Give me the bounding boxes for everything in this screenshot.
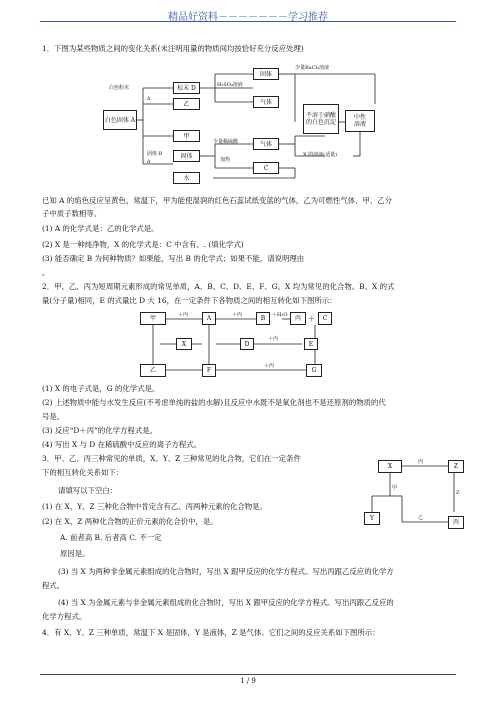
q3-z-label: Z: [456, 490, 460, 496]
q1-sub3: (3) 能否确定 B 为何种物质？如果能，写出 B 的化学式；如果不能，请说明理由: [42, 254, 305, 263]
q3-y-box: Y: [364, 512, 380, 525]
water-box: 水: [173, 172, 200, 184]
q3-x-box: X: [378, 460, 402, 473]
solid-box: 固体: [253, 68, 279, 80]
q2-sub4: (4) 写出 X 与 D 在稀硫酸中反应的离子方程式。: [42, 440, 202, 449]
q3-bing-label: 丙: [418, 459, 424, 465]
q2-stem-line2: 量(分子量)相同，E 的式量比 D 大 16，在一定条件下各物质之间的相互转化如下图所示：: [42, 296, 337, 305]
q2-sub2-line1: (2) 上述物质中能与水发生反应(不考虑单纯的盐的水解)且反应中水既不是氧化剂也不是还原剂的物质的代: [42, 398, 386, 407]
x-solution-label: X 的溶液(适量): [303, 152, 338, 158]
q3-sub4-line2: 化学方程式。: [42, 612, 87, 621]
q1-info-line1: 已知 A 的焰色反应呈黄色，常温下，甲为能使湿润的红色石蕊试纸变蓝的气体，乙为可燃性气体，甲、乙分: [42, 196, 393, 205]
q2-x-box: X: [176, 338, 192, 350]
q2-c-box: C: [318, 312, 332, 325]
q2-diagram: [140, 312, 360, 378]
header-rule: [40, 21, 456, 22]
q2-bing-box: 丙: [290, 312, 306, 325]
footer-rule: [40, 674, 456, 675]
q3-reason: 原因是。: [60, 549, 90, 558]
q2-plus-bing3: ＋丙: [268, 336, 279, 342]
black-powder-d-box: 棕末 D: [173, 82, 200, 94]
q2-e-box: E: [304, 338, 318, 350]
q3-diagram: [362, 456, 468, 532]
q3-stem-line2: 下的相互转化关系如下：: [42, 468, 124, 477]
q3-jia-label: 甲: [392, 485, 398, 491]
q2-plus-bing1: ＋丙: [178, 312, 189, 318]
yi-box: 乙: [173, 98, 200, 110]
q3-yi-label: 乙: [418, 515, 424, 521]
solid-b-label: 固体 B: [147, 151, 163, 157]
q1-diagram: [95, 56, 395, 191]
heat-label: 加热: [220, 157, 231, 163]
white-solid-a-box: 白色固体 A: [103, 110, 137, 130]
q2-d-box: D: [240, 338, 254, 350]
gas-box: 气体: [253, 96, 279, 108]
q2-sub3: (3) 反应“D＋丙”的化学方程式是。: [42, 426, 157, 435]
q2-plus-h2o: ＋H₂O: [272, 312, 288, 318]
q3-options: A. 前者高 B. 后者高 C. 不一定: [60, 533, 162, 542]
delta-label-2: Δ: [147, 159, 151, 165]
neutral-solution-box: 中性 溶液: [345, 110, 375, 132]
q2-plus-sign: ＋: [308, 315, 315, 323]
q3-bing-box: 丙: [448, 516, 464, 529]
q3-sub3-line2: 程式。: [42, 581, 65, 590]
q3-stem-line1: 3．甲、乙、丙三种常见的单质，X、Y、Z 三种常见的化合物，它们在一定条件: [42, 454, 301, 463]
q2-stem-line1: 2．甲、乙、丙为短周期元素形成的常见单质，A、B、C、D、E、F、G、X 均为常见的化合物。B、X 的式: [42, 282, 395, 291]
page-header: 精品好资料－－－－－－－学习推荐: [168, 12, 328, 23]
q2-jia-box: 甲: [140, 312, 166, 325]
insoluble-ppt-box: 不溶于硝酸 的白色沉淀: [303, 104, 339, 134]
page-number: 1 / 9: [240, 677, 256, 685]
white-powder-label: 白色粉末: [109, 85, 130, 91]
q1-info-line2: 子中质子数相等。: [42, 209, 102, 218]
q1-sub1: (1) A 的化学式是：乙的化学式是。: [42, 224, 159, 233]
q2-sub1: (1) X 的电子式是，G 的化学式是。: [42, 384, 160, 393]
q2-f-box: F: [202, 364, 216, 377]
q2-yi-box: 乙: [140, 364, 166, 377]
q2-a-box: A: [202, 312, 216, 325]
c-box: C: [253, 162, 279, 174]
q2-plus-bing2: ＋丙: [232, 312, 243, 318]
q4-stem: 4．有 X、Y、Z 三种单质，常温下 X 是固体，Y 是液体，Z 是气体。它们之间的反应关系如下图所示：: [42, 628, 380, 637]
jia-box: 甲: [173, 130, 200, 142]
q3-sub1: (1) 在 X、Y、Z 三种化合物中肯定含有乙、丙两种元素的化合物是。: [42, 502, 267, 511]
h2so4-label: H₂SO₄溶液: [217, 82, 243, 88]
q2-b-box: B: [256, 312, 270, 325]
q3-sub4-line1: (4) 当 X 为金属元素与非金属元素组成的化合物时，写出 X 跟甲反应的化学方程式。写出丙跟乙反应的: [58, 598, 394, 607]
q1-sub2: (2) X 是一种纯净物，X 的化学式是：C 中含有、. (填化学式): [42, 240, 244, 249]
q2-plus-bing4: ＋丙: [264, 363, 275, 369]
q3-sub3-line1: (3) 当 X 为两种非金属元素组成的化合物时，写出 X 跟甲反应的化学方程式。写出丙跟乙反应的化学方: [58, 567, 394, 576]
q3-sub2: (2) 在 X、Z 两种化合物的正价元素的化合价中，是。: [42, 517, 218, 526]
solid2-box: 固体: [173, 150, 200, 162]
q2-sub2-line2: 号是。: [42, 412, 65, 421]
q3-z-box: Z: [448, 460, 464, 473]
gas2-box: 气体: [253, 138, 279, 150]
bacl2-label: 少量BaCl₂溶液: [295, 65, 330, 71]
delta-label-1: Δ: [147, 96, 151, 102]
q3-ask: 请填写以下空白：: [58, 486, 118, 495]
q1-stem: 1．下图为某些物质之间的变化关系(未注明用量的物质间均按恰好充分反应处理): [42, 44, 304, 53]
little-acid-label: 少量稀硫酸: [213, 139, 239, 145]
q2-g-box: G: [306, 364, 322, 377]
q1-sub3-end: 。: [42, 268, 50, 277]
